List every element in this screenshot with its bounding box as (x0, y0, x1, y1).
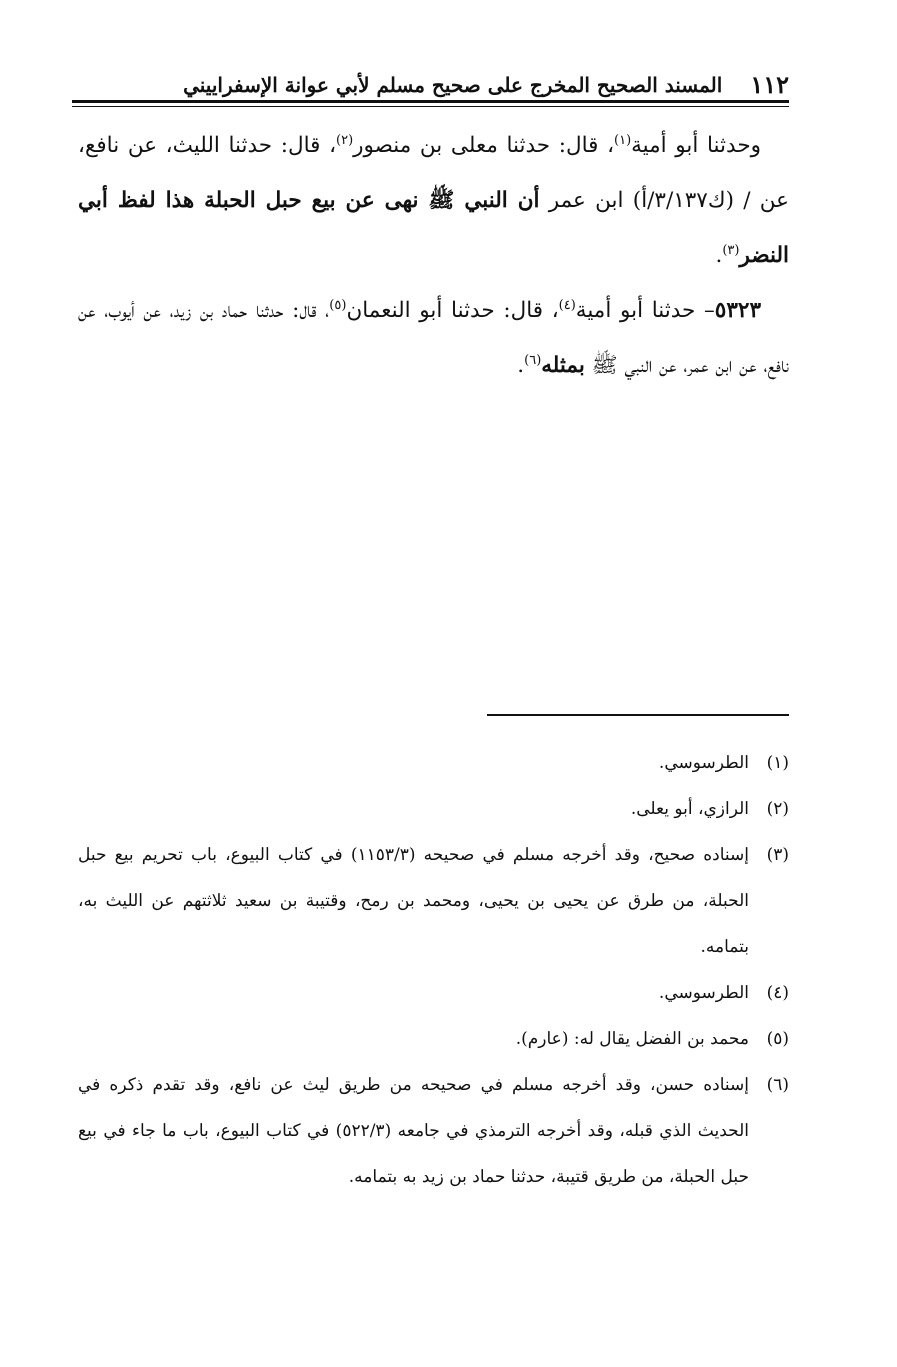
paragraph-2 (78, 283, 789, 393)
footnote-text: إسناده حسن، وقد أخرجه مسلم في صحيحه من طريق ليث عن نافع، وقد تقدم ذكره في الحديث الذي قبله، وقد أخرجه الترمذي في جامعه (٥٢٢/٣) في كتاب البيوع، باب ما جاء في بيع حبل الحبلة، من طريق قتيبة، حدثنا حماد بن زيد به بتمامه. (78, 1075, 750, 1187)
footnote-ref-1: (١) (614, 132, 632, 148)
footnote-text: الطرسوسي. (658, 753, 749, 773)
footnote-ref-2: (٢) (336, 132, 354, 148)
page-number: ١١٢ (750, 70, 789, 99)
paragraph-1 (78, 118, 789, 283)
text-segment: ، قال: حدثنا الليث، عن نافع، عن / (ك٣/١٣٧/أ) ابن عمر (78, 133, 790, 213)
footnote-number: (٦) (766, 1075, 789, 1095)
footnote-number: (١) (766, 753, 789, 773)
text-segment: – حدثنا أبو أمية (575, 298, 715, 323)
main-text (78, 118, 789, 393)
footnote-number: (٢) (766, 799, 789, 819)
footnote-ref-5: (٥) (329, 297, 347, 313)
running-title: المسند الصحيح المخرج على صحيح مسلم لأبي عوانة الإسفراييني (183, 73, 723, 97)
footnote-text: إسناده صحيح، وقد أخرجه مسلم في صحيحه (١١٥٣/٣) في كتاب البيوع، باب تحريم بيع حبل الحبلة، من طرق عن يحيى بن يحيى، ومحمد بن رمح، وقتيبة بن سعيد ثلاثتهم عن الليث به، بتمامه. (78, 845, 749, 957)
text-segment: ، قال: حدثنا معلى بن منصور (353, 133, 615, 158)
footnote (78, 1016, 789, 1062)
footnote-number: (٣) (766, 845, 789, 865)
footnote-separator (487, 714, 789, 716)
footnote-ref-3: (٣) (722, 242, 740, 258)
hadith-matn-bold: بمثله (541, 353, 585, 378)
text-segment: ، قال: حدثنا حماد بن زيد، عن أيوب، عن نافع، عن ابن عمر، عن النبي ﷺ (78, 298, 789, 378)
footnote (78, 740, 789, 786)
footnote (78, 1062, 789, 1200)
text-segment: ، قال: حدثنا أبو النعمان (346, 298, 559, 323)
footnote-ref-6: (٦) (524, 352, 542, 368)
footnote (78, 786, 789, 832)
footnote-text: الرازي، أبو يعلى. (630, 799, 749, 819)
footnote-number: (٥) (766, 1029, 789, 1049)
page-header (72, 66, 789, 100)
footnote (78, 832, 789, 970)
hadith-number: ٥٣٢٣ (714, 298, 761, 323)
text-segment: . (715, 243, 723, 268)
footnote-ref-4: (٤) (558, 297, 576, 313)
footnotes (78, 740, 789, 1200)
footnote (78, 970, 789, 1016)
footnote-text: الطرسوسي. (658, 983, 749, 1003)
footnote-number: (٤) (766, 983, 789, 1003)
text-segment: . (517, 353, 525, 378)
footnote-text: محمد بن الفضل يقال له: (عارم). (515, 1029, 749, 1049)
header-rule-thin (72, 106, 789, 107)
header-rule (72, 100, 789, 103)
text-segment: وحدثنا أبو أمية (631, 133, 761, 158)
hadith-matn-bold: أن النبي ﷺ نهى عن بيع حبل الحبلة هذا لفظ أبي النضر (78, 188, 789, 268)
